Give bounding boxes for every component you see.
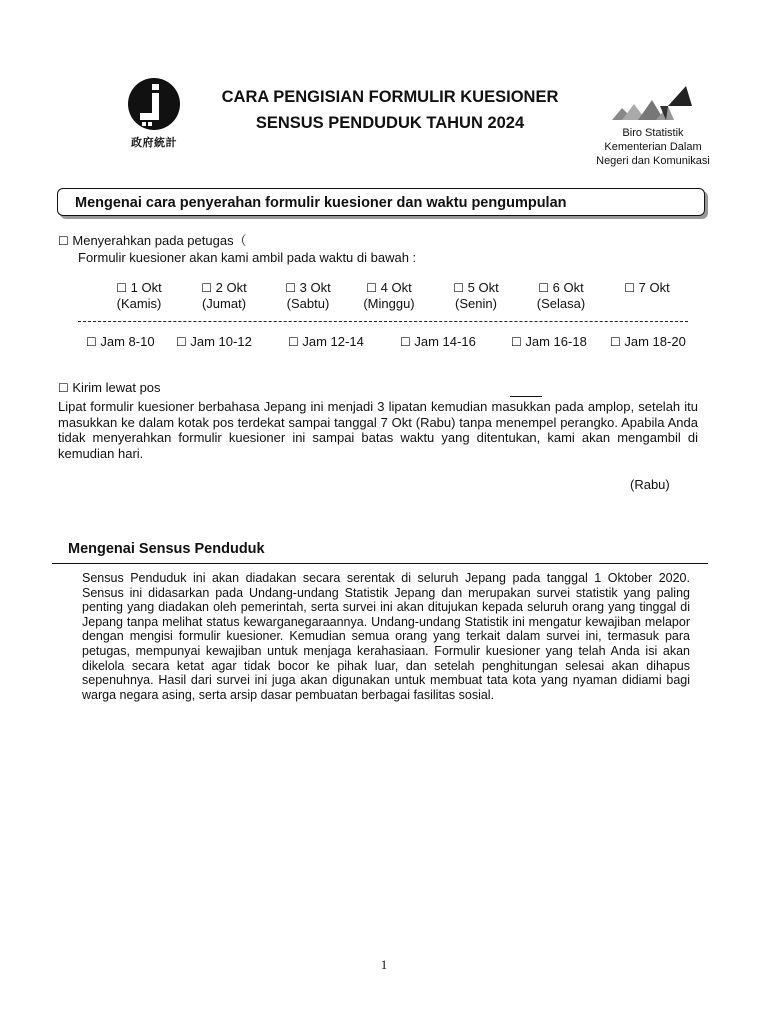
time-option xyxy=(511,334,587,349)
time-option xyxy=(288,334,364,349)
time-checkbox[interactable]: ☐ xyxy=(400,335,411,349)
time-checkbox[interactable]: ☐ xyxy=(610,335,621,349)
day-checkbox[interactable]: ☐ xyxy=(116,281,128,295)
day-name: (Kamis) xyxy=(116,296,162,311)
post-instructions: Lipat formulir kuesioner berbahasa Jepang ini menjadi 3 lipatan kemudian masukkan pada amplop, setelah itu masukkan ke dalam kotak pos terdekat sampai tanggal 7 Okt (Rabu) tanpa menempel perangko. Apabila Anda tidak menyerahkan formulir kuesioner ini sampai batas waktu yang ditentukan, kami akan mengambil di kemudian hari. xyxy=(58,399,698,461)
option-post xyxy=(58,380,161,397)
logo-caption: 政府統計 xyxy=(131,137,177,149)
day-option xyxy=(521,280,601,312)
time-label: Jam 18-20 xyxy=(624,334,686,349)
day-date: 1 Okt xyxy=(130,280,162,295)
day-checkbox[interactable]: ☐ xyxy=(201,281,213,295)
checkbox-hand-delivery[interactable]: ☐ xyxy=(58,234,69,248)
day-date: 2 Okt xyxy=(215,280,247,295)
option-hand-delivery-note: Formulir kuesioner akan kami ambil pada waktu di bawah : xyxy=(78,250,417,265)
org-line-1: Biro Statistik xyxy=(622,127,684,139)
dashed-divider xyxy=(78,321,688,322)
section-2-title: Mengenai Sensus Penduduk xyxy=(68,541,265,557)
collect-day-label: (Rabu) xyxy=(630,477,670,492)
day-checkbox[interactable]: ☐ xyxy=(366,281,378,295)
day-option xyxy=(268,280,348,312)
day-option xyxy=(99,280,179,312)
checkbox-post[interactable]: ☐ xyxy=(58,381,69,395)
day-option xyxy=(184,280,264,312)
time-label: Jam 10-12 xyxy=(190,334,252,349)
day-name: (Jumat) xyxy=(201,296,247,311)
day-date: 3 Okt xyxy=(299,280,331,295)
day-checkbox[interactable]: ☐ xyxy=(453,281,465,295)
time-option xyxy=(400,334,476,349)
day-date: 5 Okt xyxy=(467,280,499,295)
statistics-bureau-logo-icon xyxy=(608,84,698,124)
title-line-2: SENSUS PENDUDUK TAHUN 2024 xyxy=(255,114,525,132)
day-name: (Sabtu) xyxy=(286,296,330,311)
day-date: 7 Okt xyxy=(638,280,670,295)
fill-in-blank[interactable] xyxy=(510,396,542,397)
time-checkbox[interactable]: ☐ xyxy=(288,335,299,349)
time-option xyxy=(176,334,252,349)
section-1-title: Mengenai cara penyerahan formulir kuesioner dan waktu pengumpulan xyxy=(75,195,567,211)
day-name: (Senin) xyxy=(455,296,497,311)
section-2-rule xyxy=(52,563,708,564)
option-hand-delivery xyxy=(58,233,247,250)
time-checkbox[interactable]: ☐ xyxy=(511,335,522,349)
title-line-1: CARA PENGISIAN FORMULIR KUESIONER xyxy=(221,88,559,106)
day-option xyxy=(349,280,429,312)
time-checkbox[interactable]: ☐ xyxy=(176,335,187,349)
page-title xyxy=(190,84,590,136)
organization-name xyxy=(583,126,723,168)
census-description: Sensus Penduduk ini akan diadakan secara serentak di seluruh Jepang pada tanggal 1 Oktober 2020. Sensus ini didasarkan pada Undang-undang Statistik Jepang dan merupakan survei statistik yang paling penting yang diadakan oleh pemerintah, serta survei ini akan ditujukan kepada seluruh orang yang tinggal di Jepang tanpa melihat status kewarganegaraannya. Undang-undang Statistik ini mengatur kewajiban melapor dengan mengisi formulir kuesioner. Kemudian semua orang yang terkait dalam survei ini, termasuk para petugas, mempunyai kewajiban untuk menjaga kerahasiaan. Formulir kuesioner yang telah Anda isi akan dikelola secara ketat agar tidak bocor ke pihak luar, dan setelah penghitungan selesai akan dihapus sepenuhnya. Hasil dari survei ini juga akan digunakan untuk membuat tata kota yang nyaman didiami bagi warga negara asing, serta arsip dasar pembuatan berbagai fasilitas sosial. xyxy=(82,571,690,702)
day-checkbox[interactable]: ☐ xyxy=(624,281,636,295)
time-option xyxy=(86,334,155,349)
day-date: 6 Okt xyxy=(552,280,584,295)
time-label: Jam 16-18 xyxy=(525,334,587,349)
org-line-3: Negeri dan Komunikasi xyxy=(596,155,710,167)
time-label: Jam 12-14 xyxy=(302,334,364,349)
option-hand-delivery-label: Menyerahkan pada petugas（ xyxy=(72,233,247,248)
day-checkbox[interactable]: ☐ xyxy=(285,281,297,295)
org-line-2: Kementerian Dalam xyxy=(604,141,702,153)
day-option xyxy=(607,280,687,296)
page-number: 1 xyxy=(380,957,388,972)
day-checkbox[interactable]: ☐ xyxy=(538,281,550,295)
day-name: (Minggu) xyxy=(363,296,415,311)
day-date: 4 Okt xyxy=(380,280,412,295)
option-post-label: Kirim lewat pos xyxy=(72,380,161,395)
time-label: Jam 14-16 xyxy=(414,334,476,349)
time-checkbox[interactable]: ☐ xyxy=(86,335,97,349)
time-label: Jam 8-10 xyxy=(100,334,155,349)
day-option xyxy=(436,280,516,312)
time-option xyxy=(610,334,686,349)
day-name: (Selasa) xyxy=(536,296,586,311)
